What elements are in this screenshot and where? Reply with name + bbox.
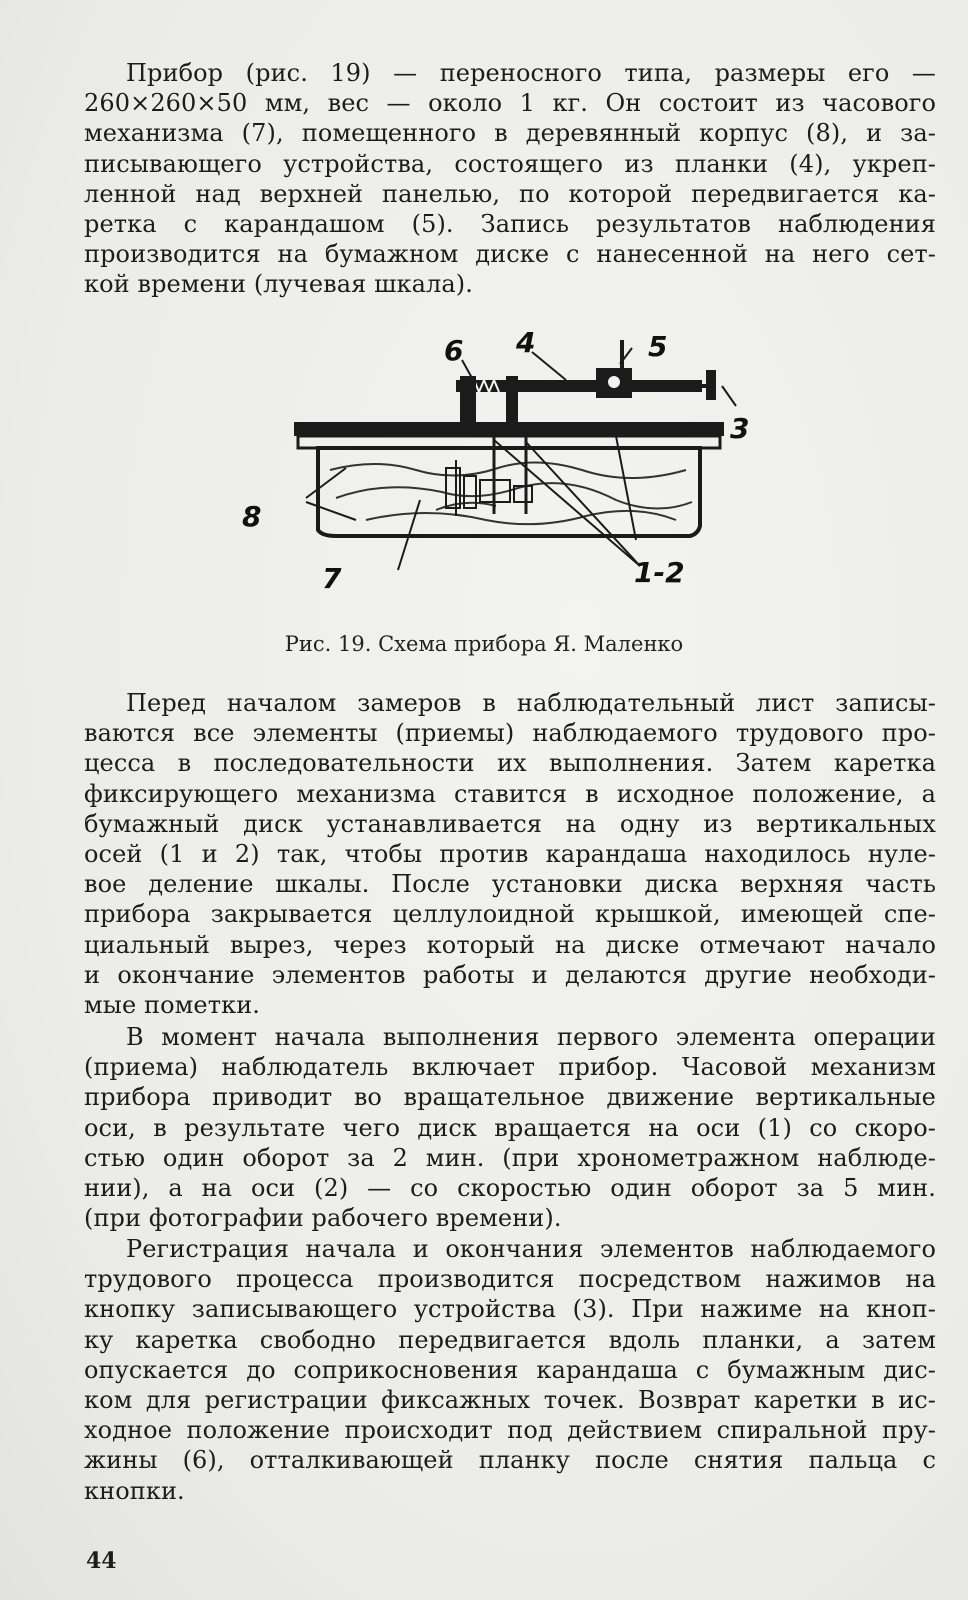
text-line: вое деление шкалы. После установки диска верхняя часть — [84, 870, 936, 899]
text-line: 260×260×50 мм, вес — около 1 кг. Он состоит из часового — [84, 89, 936, 118]
text-line: нии), а на оси (2) — со скоростью один оборот за 5 мин. — [84, 1174, 936, 1203]
text-line: кнопку записывающего устройства (3). При нажиме на кноп- — [84, 1295, 936, 1324]
text-line: ком для регистрации фиксажных точек. Возврат каретки в ис- — [84, 1386, 936, 1415]
text-line: Прибор (рис. 19) — переносного типа, размеры его — — [126, 59, 936, 87]
paragraph-preparation — [84, 688, 936, 1020]
text-line: трудового процесса производится посредством нажимов на — [84, 1265, 936, 1294]
paragraph-operation — [84, 1022, 936, 1233]
text-line: кнопки. — [84, 1476, 185, 1505]
text-line: механизма (7), помещенного в деревянный корпус (8), и за- — [84, 119, 936, 148]
label-8: 8 — [242, 500, 262, 533]
label-3: 3 — [730, 412, 750, 445]
text-line: Перед началом замеров в наблюдательный лист записы- — [126, 689, 936, 717]
text-line: прибора приводит во вращательное движение вертикальные — [84, 1083, 936, 1112]
page-number: 44 — [86, 1548, 117, 1574]
text-line: опускается до соприкосновения карандаша с бумажным дис- — [84, 1355, 936, 1384]
device-schematic-figure — [236, 330, 796, 600]
text-line: ходное положение происходит под действием спиральной пру- — [84, 1416, 936, 1445]
text-line: кой времени (лучевая шкала). — [84, 270, 474, 299]
text-line: ку каретка свободно передвигается вдоль планки, а затем — [84, 1325, 936, 1354]
text-line: циальный вырез, через который на диске отмечают начало — [84, 930, 936, 959]
text-line: мые пометки. — [84, 991, 261, 1020]
bar-support-mid — [506, 376, 518, 422]
paragraph-device-description — [84, 58, 936, 300]
carriage-hole — [608, 376, 620, 388]
label-1-2: 1-2 — [634, 556, 685, 589]
text-line: производится на бумажном диске с нанесенной на него сет- — [84, 240, 936, 269]
text-line: оси, в результате чего диск вращается на оси (1) со скоро- — [84, 1113, 936, 1142]
text-line: и окончание элементов работы и делаются другие необходи- — [84, 960, 936, 989]
top-panel — [294, 422, 724, 436]
bar-support-left — [460, 376, 476, 422]
text-line: фиксирующего механизма ставится в исходное положение, а — [84, 779, 936, 808]
label-6: 6 — [444, 334, 464, 367]
text-line: прибора закрывается целлулоидной крышкой, имеющей спе- — [84, 900, 936, 929]
text-line: писывающего устройства, состоящего из планки (4), укреп- — [84, 149, 936, 178]
text-line: цесса в последовательности их выполнения. Затем каретка — [84, 749, 936, 778]
label-4: 4 — [516, 330, 536, 359]
paragraph-registration — [84, 1234, 936, 1506]
label-7: 7 — [322, 562, 342, 595]
text-line: ленной над верхней панелью, по которой передвигается ка- — [84, 179, 936, 208]
text-line: (приема) наблюдатель включает прибор. Часовой механизм — [84, 1053, 936, 1082]
text-line: (при фотографии рабочего времени). — [84, 1204, 562, 1233]
text-line: В момент начала выполнения первого элемента операции — [126, 1023, 936, 1051]
text-line: жины (6), отталкивающей планку после снятия пальца с — [84, 1446, 936, 1475]
figure-caption: Рис. 19. Схема прибора Я. Маленко — [284, 632, 684, 656]
text-line: Регистрация начала и окончания элементов наблюдаемого — [126, 1235, 936, 1263]
text-line: ваются все элементы (приемы) наблюдаемого трудового про- — [84, 719, 936, 748]
text-line: ретка с карандашом (5). Запись результатов наблюдения — [84, 210, 936, 239]
text-line: стью один оборот за 2 мин. (при хронометражном наблюде- — [84, 1143, 936, 1172]
label-5: 5 — [648, 330, 668, 363]
text-line: осей (1 и 2) так, чтобы против карандаша находилось нуле- — [84, 840, 936, 869]
text-line: бумажный диск устанавливается на одну из вертикальных — [84, 809, 936, 838]
device-schematic-drawing — [236, 330, 796, 600]
